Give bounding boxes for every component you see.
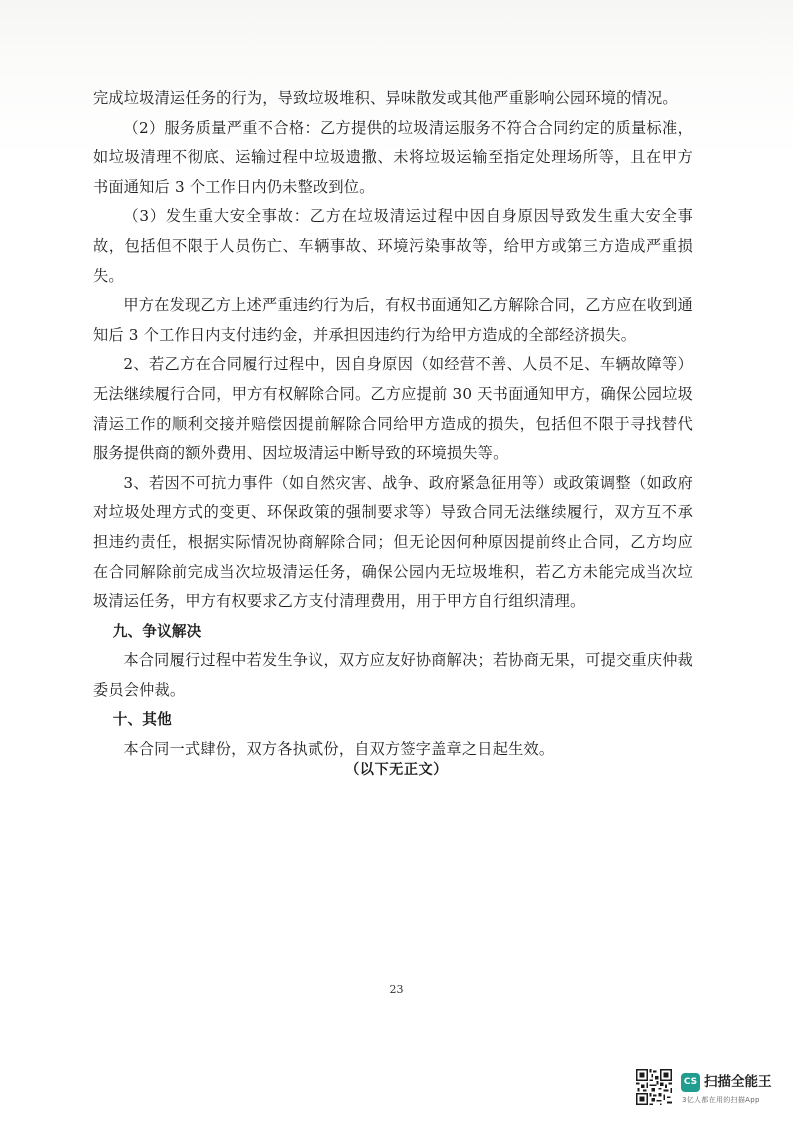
section-9-heading: 九、争议解决	[112, 622, 202, 640]
page-number: 23	[389, 983, 404, 996]
section-10-text: 本合同一式肆份，双方各执贰份，自双方签字盖章之日起生效。	[123, 740, 555, 759]
clause-3-force-majeure: 3、若因不可抗力事件（如自然灾害、战争、政府紧急征用等）或政策调整（如政府对垃圾处理方式的变更、环保政策的强制要求等）导致合同无法继续履行，双方互不承担违约责任，根据实际情况协商解除合同；但无论因何种原因提前终止合同，乙方均应在合同解除前完成当次垃圾清运任务，确保公园内无垃圾堆积，若乙方未能完成当次垃圾清运任务，甲方有权要求乙方支付清理费用，用于甲方自行组织清理。	[93, 473, 693, 611]
clause-termination-notice: 甲方在发现乙方上述严重违约行为后，有权书面通知乙方解除合同，乙方应在收到通知后 3 个工作日内支付违约金，并承担因违约行为给甲方造成的全部经济损失。	[93, 296, 693, 344]
contract-body	[93, 84, 693, 765]
qr-code-icon	[636, 1069, 672, 1105]
clause-2-early-termination: 2、若乙方在合同履行过程中，因自身原因（如经营不善、人员不足、车辆故障等）无法继续履行合同，甲方有权解除合同。乙方应提前 30 天书面通知甲方，确保公园垃圾清运工作的顺利交接并赔偿因提前解除合同给甲方造成的损失，包括但不限于寻找替代服务提供商的额外费用、因垃圾清运中断导致的环境损失等。	[93, 355, 693, 463]
clause-safety-accident: （3）发生重大安全事故：乙方在垃圾清运过程中因自身原因导致发生重大安全事故，包括但不限于人员伤亡、车辆事故、环境污染事故等，给甲方或第三方造成严重损失。	[93, 207, 693, 285]
end-of-text-note: （以下无正文）	[345, 762, 448, 778]
camscanner-logo-icon: CS	[681, 1073, 700, 1092]
section-10-heading: 十、其他	[112, 711, 172, 729]
camscanner-watermark	[636, 1069, 781, 1111]
paragraph-continuation: 完成垃圾清运任务的行为，导致垃圾堆积、异味散发或其他严重影响公园环境的情况。	[93, 89, 678, 107]
clause-service-quality: （2）服务质量严重不合格：乙方提供的垃圾清运服务不符合合同约定的质量标准，如垃圾清理不彻底、运输过程中垃圾遗撒、未将垃圾运输至指定处理场所等，且在甲方书面通知后 3 个工作日内仍未整改到位。	[93, 118, 693, 196]
section-9-text: 本合同履行过程中若发生争议，双方应友好协商解决；若协商无果，可提交重庆仲裁委员会仲裁。	[93, 651, 693, 699]
camscanner-brand-name: 扫描全能王	[704, 1074, 772, 1090]
camscanner-tagline: 3亿人都在用的扫描App	[682, 1096, 760, 1104]
